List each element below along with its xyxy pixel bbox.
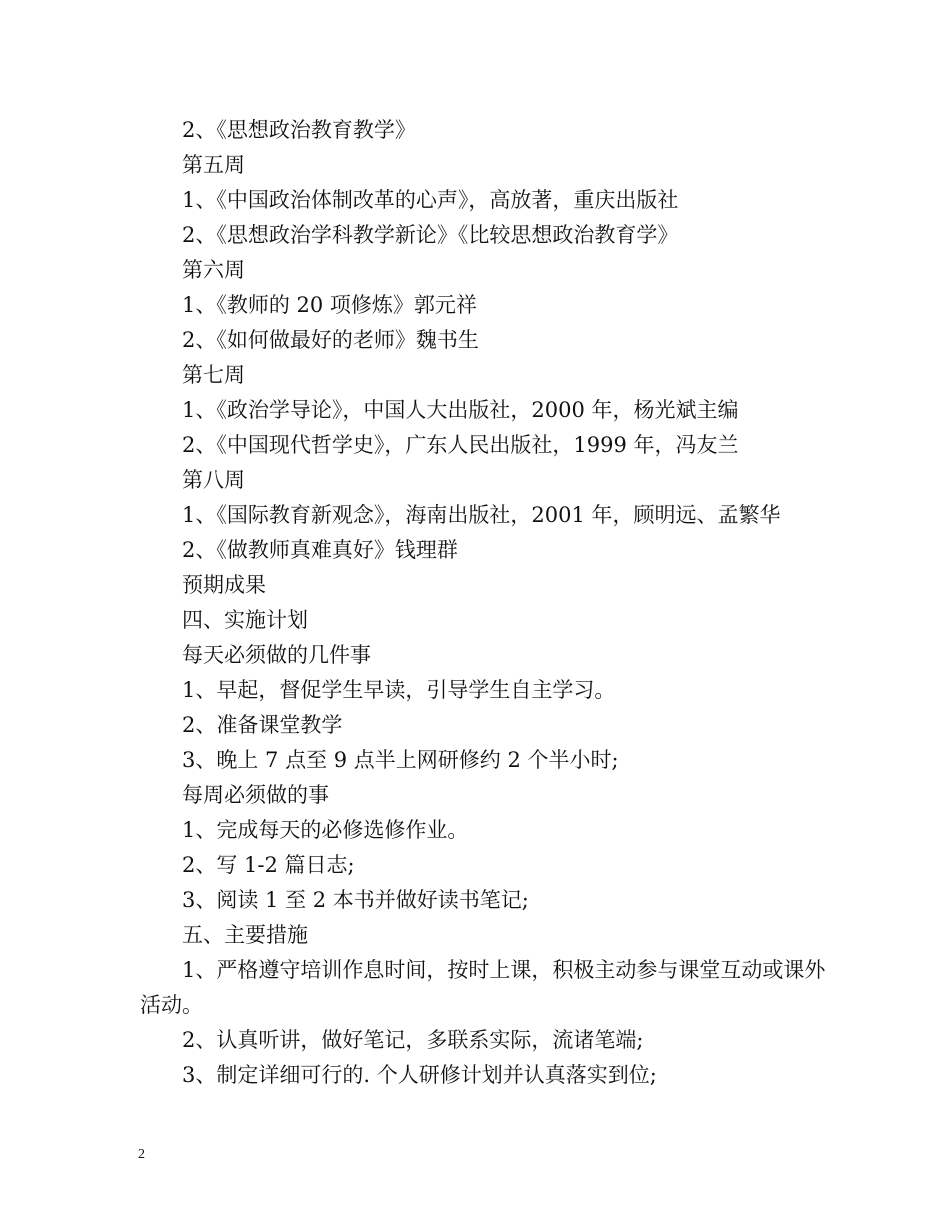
text-line: 2、《做教师真难真好》钱理群 xyxy=(182,538,458,562)
section-heading: 五、主要措施 xyxy=(182,923,308,947)
text-line: 3、阅读 1 至 2 本书并做好读书笔记; xyxy=(182,888,529,912)
text-line: 1、《中国政治体制改革的心声》，高放著，重庆出版社 xyxy=(182,188,679,212)
text-line: 2、《中国现代哲学史》，广东人民出版社，1999 年，冯友兰 xyxy=(182,433,739,457)
text-line: 2、准备课堂教学 xyxy=(182,713,343,737)
text-line: 2、写 1-2 篇日志; xyxy=(182,853,355,877)
text-line: 2、《思想政治教育教学》 xyxy=(182,118,416,142)
text-line: 2、《思想政治学科教学新论》《比较思想政治教育学》 xyxy=(182,223,679,247)
document-body xyxy=(140,113,830,1093)
paragraph: 1、严格遵守培训作息时间，按时上课，积极主动参与课堂互动或课外活动。 xyxy=(140,958,826,1017)
subsection-heading: 每天必须做的几件事 xyxy=(182,643,371,667)
week-heading: 第五周 xyxy=(182,153,245,177)
week-heading: 第七周 xyxy=(182,363,245,387)
text-line: 1、早起，督促学生早读，引导学生自主学习。 xyxy=(182,678,616,702)
text-line: 1、完成每天的必修选修作业。 xyxy=(182,818,469,842)
section-heading: 四、实施计划 xyxy=(182,608,308,632)
week-heading: 第八周 xyxy=(182,468,245,492)
page-number: 2 xyxy=(138,1147,145,1162)
subsection-heading: 每周必须做的事 xyxy=(182,783,329,807)
text-line: 1、《教师的 20 项修炼》郭元祥 xyxy=(182,293,477,317)
section-heading: 预期成果 xyxy=(182,573,266,597)
text-line: 3、晚上 7 点至 9 点半上网研修约 2 个半小时; xyxy=(182,748,619,772)
week-heading: 第六周 xyxy=(182,258,245,282)
text-line: 2、认真听讲，做好笔记，多联系实际，流诸笔端; xyxy=(182,1028,644,1052)
text-line: 2、《如何做最好的老师》魏书生 xyxy=(182,328,479,352)
text-line: 1、《国际教育新观念》，海南出版社，2001 年，顾明远、孟繁华 xyxy=(182,503,781,527)
text-line: 3、制定详细可行的. 个人研修计划并认真落实到位; xyxy=(182,1063,657,1087)
text-line: 1、《政治学导论》，中国人大出版社，2000 年，杨光斌主编 xyxy=(182,398,739,422)
